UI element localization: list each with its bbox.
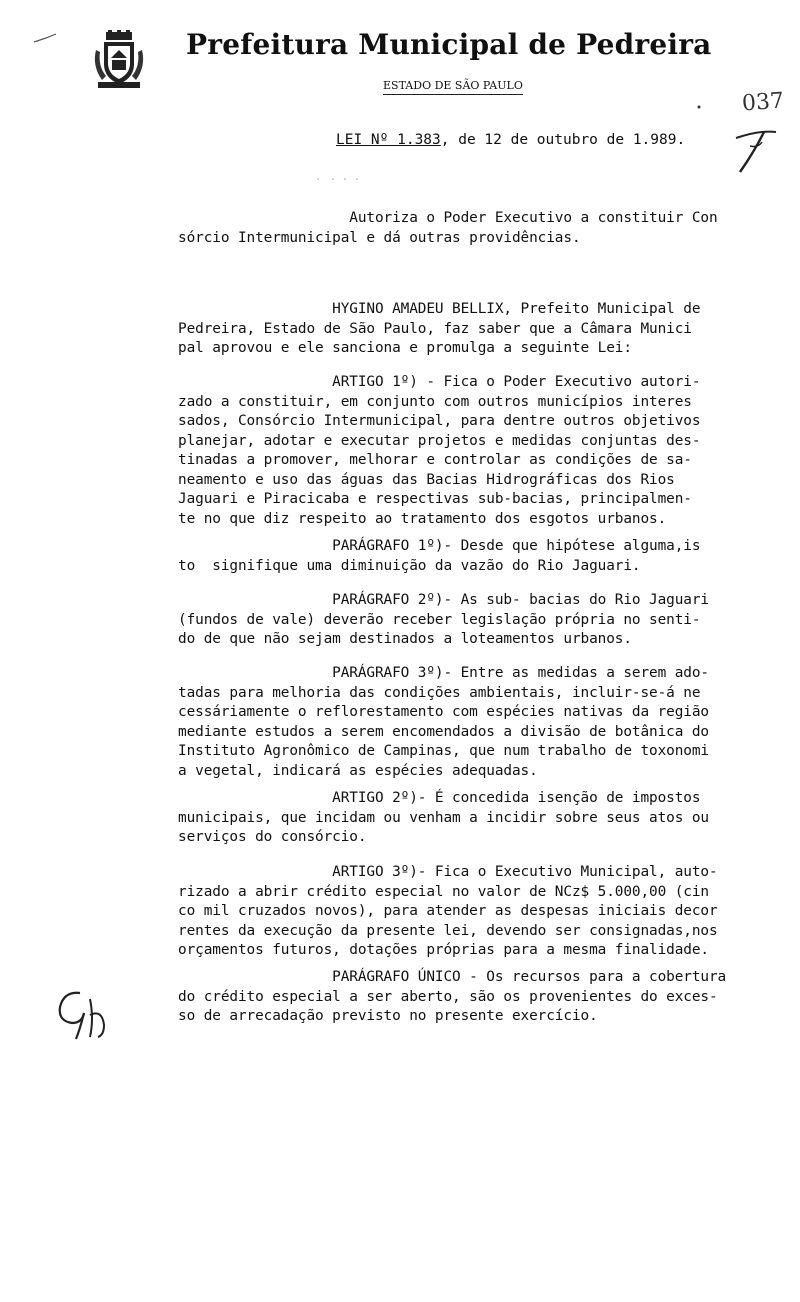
sole-paragraph: PARÁGRAFO ÚNICO - Os recursos para a cobertura do crédito especial a ser aberto, são os provenientes do exces- so de arrecadação previsto no presente exercício. [178, 969, 727, 1024]
article-3-paragraph: ARTIGO 3º)- Fica o Executivo Municipal, auto- rizado a abrir crédito especial no valor de NCz$ 5.000,00 (cin co mil cruzados novos), para atender as despesas iniciais decor rentes da execução da presente lei, devendo ser consignadas,nos orçamentos futuros, dotações próprias para a mesma finalidade. [178, 864, 718, 958]
corner-pen-mark [32, 32, 58, 46]
state-subtitle: ESTADO DE SÃO PAULO [383, 79, 523, 95]
handwritten-margin-signature [50, 985, 108, 1041]
handwritten-initial-mark [730, 128, 780, 178]
paragraph-2: PARÁGRAFO 2º)- As sub- bacias do Rio Jaguari (fundos de vale) deverão receber legislação própria no senti- do de que não sejam destinados a loteamentos urbanos. [178, 592, 709, 647]
article-1-paragraph: ARTIGO 1º) - Fica o Poder Executivo autori- zado a constituir, em conjunto com outros municípios interes sados, Consórcio Intermunicipal, para dentre outros objetivos planejar, adotar e executar projetos e medidas conjuntas des- tinadas a promover, melhorar e controlar as condições de sa- neamento e uso das águas das Bacias Hidrográficas dos Rios Jaguari e Piracicaba e respectivas sub-bacias, principalmen- te no que diz respeito ao tratamento dos esgotos urbanos. [178, 374, 701, 527]
ink-dot [696, 104, 702, 110]
paragraph-1: PARÁGRAFO 1º)- Desde que hipótese alguma,is to signifique uma diminuição da vazão do Rio Jaguari. [178, 538, 701, 574]
municipality-title: Prefeitura Municipal de Pedreira [186, 28, 712, 61]
paragraph-3: PARÁGRAFO 3º)- Entre as medidas a serem ado- tadas para melhoria das condições ambientais, incluir-se-á ne cessáriamente o reflorestamento com espécies nativas da região mediante estudos a serem encomendados a divisão de botânica do Instituto Agronômico de Campinas, que num trabalho de toxonomi a vegetal, indicará as espécies adequadas. [178, 665, 709, 779]
law-number: LEI Nº 1.383 [336, 132, 441, 148]
page-number-stamp: 037 [741, 88, 785, 117]
summary-paragraph: Autoriza o Poder Executivo a constituir Con sórcio Intermunicipal e dá outras providências. [178, 210, 718, 246]
intro-paragraph: HYGINO AMADEU BELLIX, Prefeito Municipal de Pedreira, Estado de São Paulo, faz saber que a Câmara Munici pal aprovou e ele sanciona e promulga a seguinte Lei: [178, 301, 701, 356]
law-date: , de 12 de outubro de 1.989. [440, 132, 686, 148]
law-heading [336, 132, 685, 148]
faint-marks [315, 176, 361, 182]
article-2-paragraph: ARTIGO 2º)- É concedida isenção de impostos municipais, que incidam ou venham a incidir sobre seus atos ou serviços do consórcio. [178, 790, 709, 845]
coat-of-arms-icon [92, 30, 146, 90]
